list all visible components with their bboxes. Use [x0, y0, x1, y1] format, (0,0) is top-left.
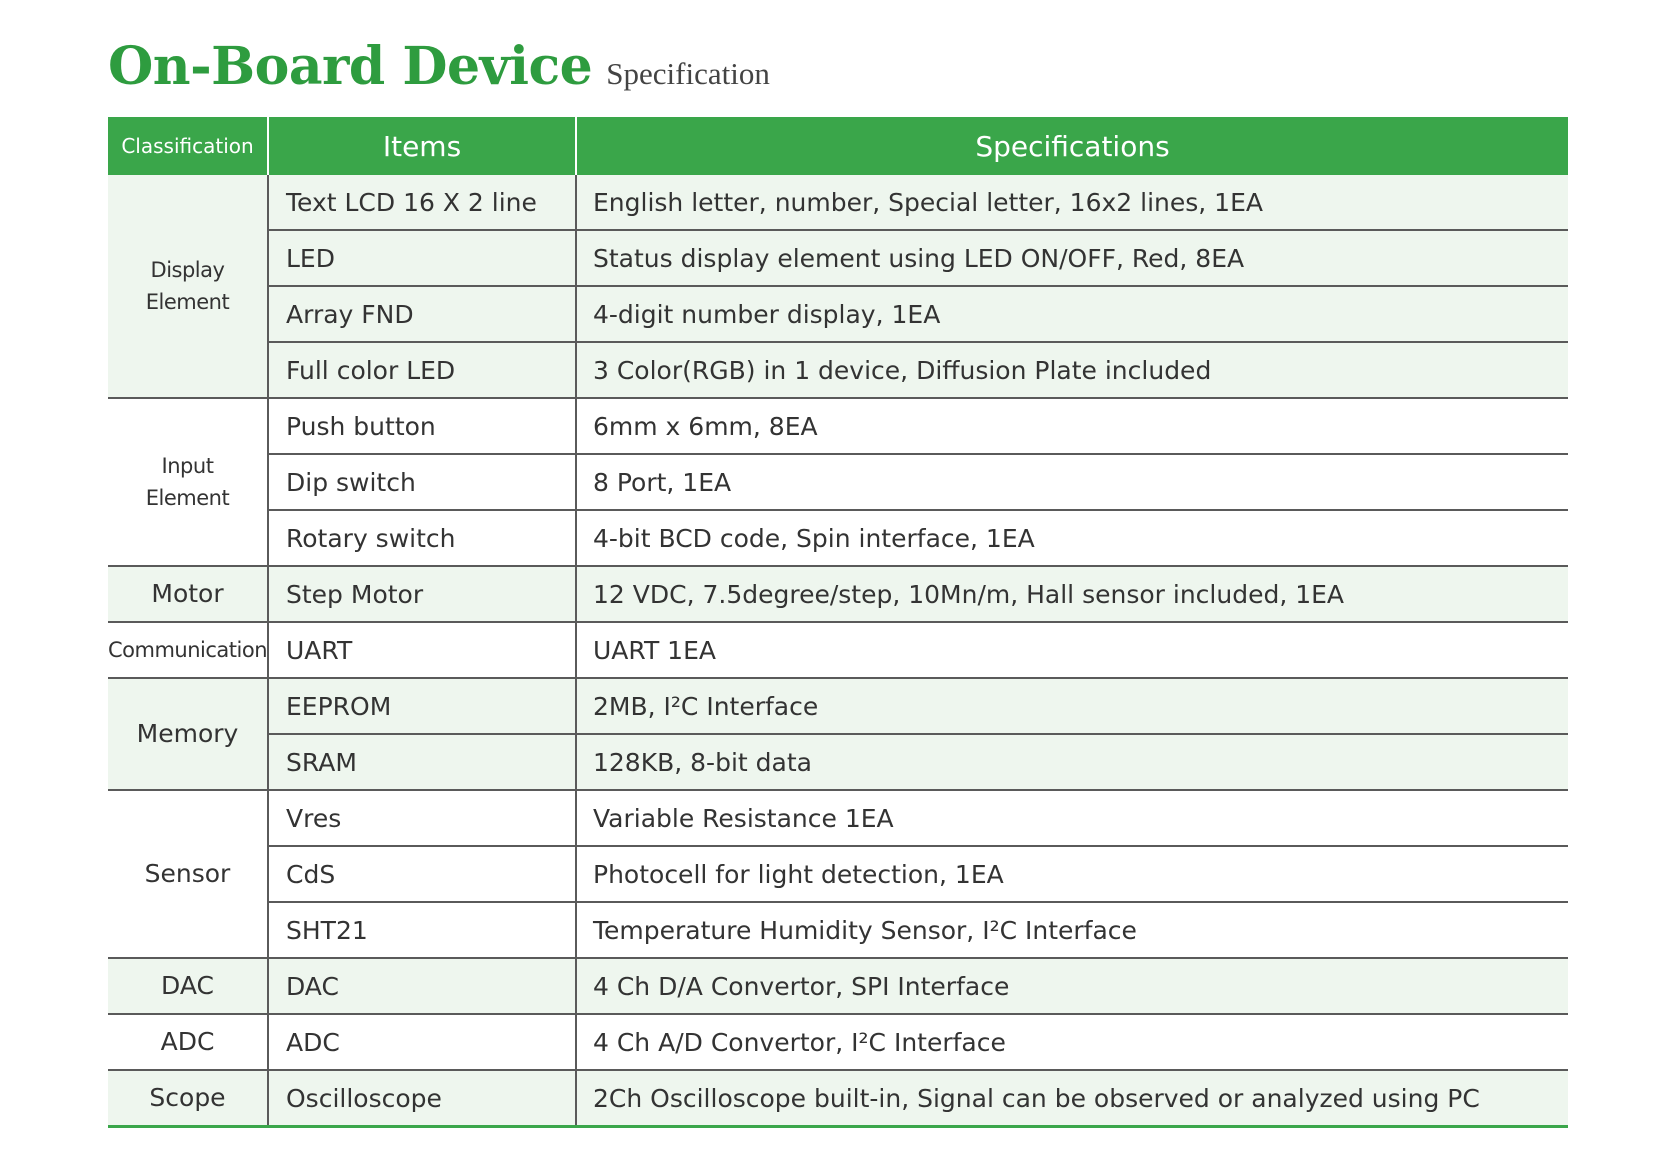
table-row	[108, 510, 1568, 566]
page-title-block	[108, 36, 770, 97]
table-row	[108, 342, 1568, 398]
item-cell: Vres	[268, 790, 576, 846]
item-cell: Array FND	[268, 286, 576, 342]
header-row	[108, 117, 1568, 175]
classification-cell: Communication	[108, 622, 268, 678]
specification-cell: 2MB, I²C Interface	[576, 678, 1568, 734]
item-cell: Full color LED	[268, 342, 576, 398]
header-items: Items	[268, 117, 576, 175]
specification-cell: 128KB, 8-bit data	[576, 734, 1568, 790]
page-title: On-Board Device	[108, 36, 593, 97]
classification-cell: Display Element	[108, 175, 268, 398]
item-cell: Text LCD 16 X 2 line	[268, 175, 576, 230]
classification-cell: Scope	[108, 1070, 268, 1127]
item-cell: EEPROM	[268, 678, 576, 734]
classification-cell: Input Element	[108, 398, 268, 566]
item-cell: LED	[268, 230, 576, 286]
header-specifications: Specifications	[576, 117, 1568, 175]
classification-cell: ADC	[108, 1014, 268, 1070]
table-row	[108, 1070, 1568, 1127]
specification-cell: Status display element using LED ON/OFF, Red, 8EA	[576, 230, 1568, 286]
header-classification: Classification	[108, 117, 268, 175]
spec-table-header	[108, 117, 1568, 175]
specification-cell: Photocell for light detection, 1EA	[576, 846, 1568, 902]
specification-cell: 4 Ch D/A Convertor, SPI Interface	[576, 958, 1568, 1014]
table-row	[108, 846, 1568, 902]
specification-cell: English letter, number, Special letter, 16x2 lines, 1EA	[576, 175, 1568, 230]
table-row	[108, 566, 1568, 622]
table-row	[108, 790, 1568, 846]
table-row	[108, 734, 1568, 790]
table-row	[108, 175, 1568, 230]
classification-cell: Motor	[108, 566, 268, 622]
table-row	[108, 230, 1568, 286]
specification-cell: 3 Color(RGB) in 1 device, Diffusion Plate included	[576, 342, 1568, 398]
classification-cell: Memory	[108, 678, 268, 790]
classification-cell: DAC	[108, 958, 268, 1014]
spec-table	[108, 117, 1568, 1128]
page-subtitle: Specification	[606, 56, 770, 91]
item-cell: Rotary switch	[268, 510, 576, 566]
item-cell: Push button	[268, 398, 576, 454]
specification-cell: 12 VDC, 7.5degree/step, 10Mn/m, Hall sensor included, 1EA	[576, 566, 1568, 622]
specification-cell: 4 Ch A/D Convertor, I²C Interface	[576, 1014, 1568, 1070]
specification-cell: 4-bit BCD code, Spin interface, 1EA	[576, 510, 1568, 566]
table-row	[108, 398, 1568, 454]
classification-cell: Sensor	[108, 790, 268, 958]
item-cell: Dip switch	[268, 454, 576, 510]
item-cell: UART	[268, 622, 576, 678]
table-row	[108, 1014, 1568, 1070]
item-cell: Step Motor	[268, 566, 576, 622]
spec-table-body	[108, 175, 1568, 1127]
specification-cell: 4-digit number display, 1EA	[576, 286, 1568, 342]
item-cell: Oscilloscope	[268, 1070, 576, 1127]
specification-cell: Variable Resistance 1EA	[576, 790, 1568, 846]
table-row	[108, 958, 1568, 1014]
item-cell: CdS	[268, 846, 576, 902]
item-cell: SHT21	[268, 902, 576, 958]
item-cell: SRAM	[268, 734, 576, 790]
specification-cell: Temperature Humidity Sensor, I²C Interface	[576, 902, 1568, 958]
table-row	[108, 622, 1568, 678]
specification-cell: 6mm x 6mm, 8EA	[576, 398, 1568, 454]
item-cell: ADC	[268, 1014, 576, 1070]
item-cell: DAC	[268, 958, 576, 1014]
specification-cell: 8 Port, 1EA	[576, 454, 1568, 510]
table-row	[108, 902, 1568, 958]
table-row	[108, 454, 1568, 510]
specification-cell: UART 1EA	[576, 622, 1568, 678]
specification-cell: 2Ch Oscilloscope built-in, Signal can be observed or analyzed using PC	[576, 1070, 1568, 1127]
table-row	[108, 286, 1568, 342]
table-row	[108, 678, 1568, 734]
